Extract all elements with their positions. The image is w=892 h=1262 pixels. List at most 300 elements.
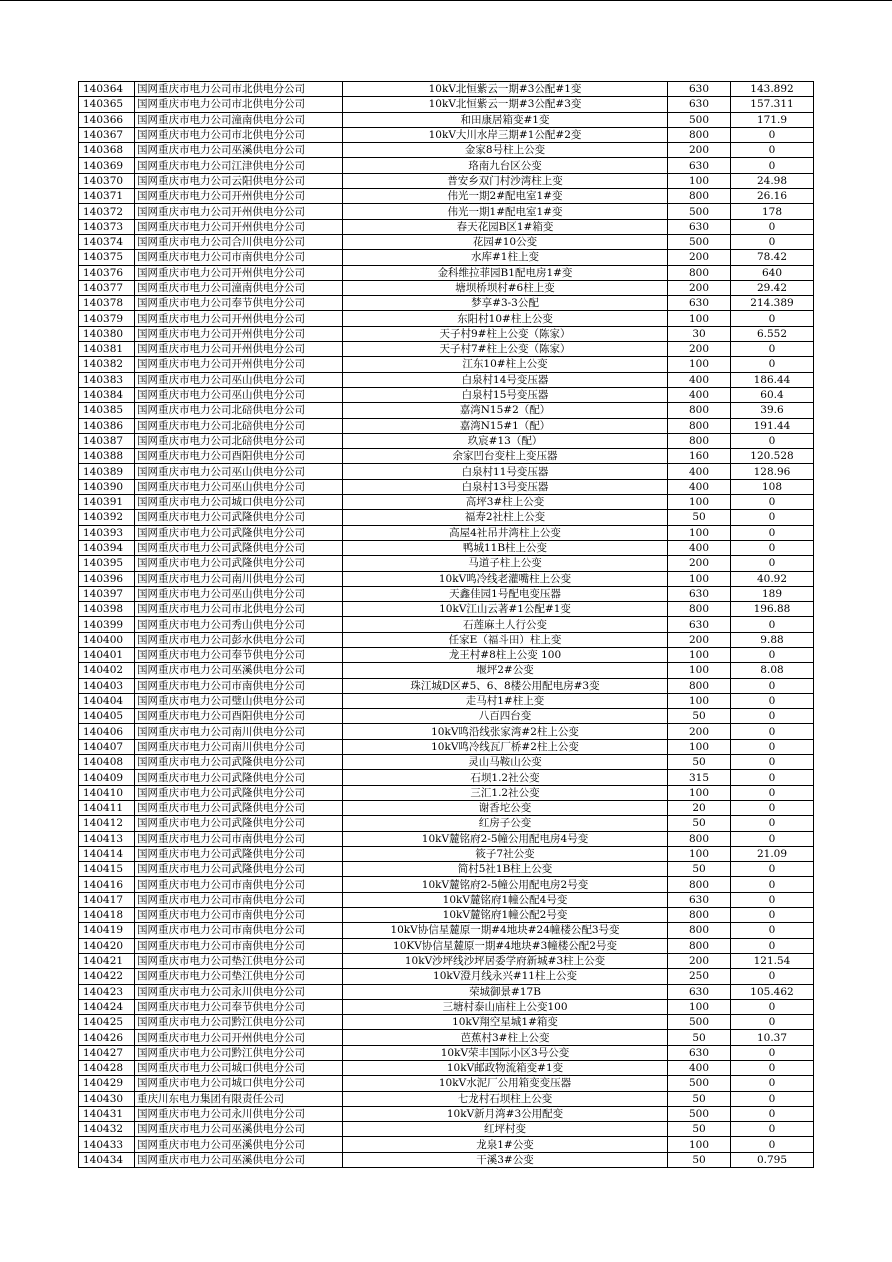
row-id: 140372 [79,204,135,219]
table-row [79,158,814,173]
table-row [79,403,814,418]
row-id: 140417 [79,892,135,907]
transformer-name: 干溪3#公变 [343,1152,668,1167]
transformer-name: 10kV北恒紫云一期#3公配#3变 [343,97,668,112]
capacity: 100 [668,846,731,861]
row-id: 140416 [79,877,135,892]
row-id: 140409 [79,770,135,785]
table-row [79,923,814,938]
table-row [79,770,814,785]
value: 0 [731,862,814,877]
row-id: 140422 [79,969,135,984]
value: 0 [731,877,814,892]
value: 0 [731,311,814,326]
transformer-name: 10kV鸣沿线张家湾#2柱上公变 [343,724,668,739]
company-name: 国网重庆市电力公司巫溪供电分公司 [135,1152,343,1167]
capacity: 100 [668,311,731,326]
transformer-name: 走马村1#柱上变 [343,693,668,708]
capacity: 100 [668,693,731,708]
value: 39.6 [731,403,814,418]
row-id: 140433 [79,1137,135,1152]
table-row [79,1137,814,1152]
company-name: 国网重庆市电力公司市北供电分公司 [135,127,343,142]
company-name: 国网重庆市电力公司巫溪供电分公司 [135,143,343,158]
value: 10.37 [731,1030,814,1045]
row-id: 140420 [79,938,135,953]
row-id: 140387 [79,433,135,448]
capacity: 200 [668,556,731,571]
transformer-name: 珠江城D区#5、6、8楼公用配电房#3变 [343,678,668,693]
capacity: 100 [668,173,731,188]
transformer-name: 红房子公变 [343,816,668,831]
company-name: 国网重庆市电力公司开州供电分公司 [135,265,343,280]
table-row [79,984,814,999]
row-id: 140400 [79,632,135,647]
row-id: 140425 [79,1015,135,1030]
capacity: 200 [668,724,731,739]
transformer-name: 江东10#柱上公变 [343,357,668,372]
table-row [79,357,814,372]
value: 178 [731,204,814,219]
capacity: 630 [668,586,731,601]
capacity: 30 [668,326,731,341]
row-id: 140394 [79,540,135,555]
table-row [79,250,814,265]
capacity: 800 [668,908,731,923]
transformer-name: 10kV麓铭府1幢公配4号变 [343,892,668,907]
value: 0 [731,1061,814,1076]
table-row [79,892,814,907]
table-row [79,969,814,984]
capacity: 100 [668,663,731,678]
row-id: 140392 [79,510,135,525]
value: 108 [731,479,814,494]
row-id: 140399 [79,617,135,632]
capacity: 800 [668,189,731,204]
company-name: 国网重庆市电力公司市南供电分公司 [135,892,343,907]
transformer-name: 10kV鸣冷线老灌嘴柱上公变 [343,571,668,586]
capacity: 50 [668,1091,731,1106]
table-row [79,571,814,586]
value: 0 [731,678,814,693]
table-row [79,464,814,479]
company-name: 国网重庆市电力公司潼南供电分公司 [135,280,343,295]
value: 0 [731,556,814,571]
table-body [79,82,814,1168]
value: 171.9 [731,112,814,127]
transformer-name: 塘坝桥坝村#6柱上变 [343,280,668,295]
value: 0 [731,999,814,1014]
table-row [79,204,814,219]
row-id: 140386 [79,418,135,433]
value: 196.88 [731,602,814,617]
capacity: 100 [668,571,731,586]
transformer-name: 梦享#3-3公配 [343,296,668,311]
value: 0 [731,892,814,907]
capacity: 800 [668,403,731,418]
table-row [79,540,814,555]
row-id: 140415 [79,862,135,877]
transformer-name: 红坪村变 [343,1122,668,1137]
transformer-name: 东阳村10#柱上公变 [343,311,668,326]
value: 0 [731,1106,814,1121]
value: 157.311 [731,97,814,112]
row-id: 140419 [79,923,135,938]
company-name: 国网重庆市电力公司永川供电分公司 [135,984,343,999]
transformer-name: 水库#1柱上变 [343,250,668,265]
value: 0 [731,357,814,372]
company-name: 国网重庆市电力公司南川供电分公司 [135,739,343,754]
table-row [79,495,814,510]
table-row [79,265,814,280]
row-id: 140390 [79,479,135,494]
table-row [79,938,814,953]
value: 0 [731,433,814,448]
company-name: 国网重庆市电力公司巫溪供电分公司 [135,663,343,678]
capacity: 200 [668,632,731,647]
transformer-name: 10kV水泥厂公用箱变变压器 [343,1076,668,1091]
data-table [78,81,814,1168]
row-id: 140396 [79,571,135,586]
row-id: 140365 [79,97,135,112]
transformer-name: 10kV协信星麓原一期#4地块#24幢楼公配3号变 [343,923,668,938]
row-id: 140391 [79,495,135,510]
company-name: 国网重庆市电力公司秀山供电分公司 [135,617,343,632]
company-name: 国网重庆市电力公司垫江供电分公司 [135,953,343,968]
value: 0 [731,709,814,724]
value: 24.98 [731,173,814,188]
table-row [79,999,814,1014]
row-id: 140432 [79,1122,135,1137]
table-row [79,862,814,877]
table-row [79,1076,814,1091]
value: 78.42 [731,250,814,265]
transformer-name: 简村5社1B柱上公变 [343,862,668,877]
table-row [79,693,814,708]
capacity: 630 [668,617,731,632]
transformer-name: 马道子柱上公变 [343,556,668,571]
row-id: 140429 [79,1076,135,1091]
value: 0 [731,1137,814,1152]
company-name: 国网重庆市电力公司南川供电分公司 [135,571,343,586]
capacity: 800 [668,433,731,448]
capacity: 400 [668,540,731,555]
company-name: 重庆川东电力集团有限责任公司 [135,1091,343,1106]
table-row [79,1045,814,1060]
table-row [79,189,814,204]
capacity: 500 [668,1015,731,1030]
company-name: 国网重庆市电力公司北碚供电分公司 [135,433,343,448]
transformer-name: 三塘村泰山庙柱上公变100 [343,999,668,1014]
table-row [79,97,814,112]
row-id: 140370 [79,173,135,188]
company-name: 国网重庆市电力公司合川供电分公司 [135,234,343,249]
capacity: 50 [668,1030,731,1045]
company-name: 国网重庆市电力公司开州供电分公司 [135,219,343,234]
value: 214.389 [731,296,814,311]
table-row [79,846,814,861]
transformer-name: 高屋4社吊井湾柱上公变 [343,525,668,540]
transformer-name: 10kV翔空星城1#箱变 [343,1015,668,1030]
capacity: 800 [668,265,731,280]
top-rule [0,0,892,1]
company-name: 国网重庆市电力公司市南供电分公司 [135,908,343,923]
table-row [79,326,814,341]
company-name: 国网重庆市电力公司城口供电分公司 [135,1076,343,1091]
table-row [79,724,814,739]
transformer-name: 10kV江山云著#1公配#1变 [343,602,668,617]
value: 640 [731,265,814,280]
capacity: 800 [668,923,731,938]
table-row [79,479,814,494]
table-row [79,127,814,142]
company-name: 国网重庆市电力公司武隆供电分公司 [135,540,343,555]
capacity: 500 [668,204,731,219]
value: 0 [731,923,814,938]
table-row [79,663,814,678]
transformer-name: 花园#10公变 [343,234,668,249]
company-name: 国网重庆市电力公司开州供电分公司 [135,311,343,326]
capacity: 800 [668,602,731,617]
value: 121.54 [731,953,814,968]
company-name: 国网重庆市电力公司市南供电分公司 [135,250,343,265]
table-row [79,143,814,158]
table-row [79,831,814,846]
transformer-name: 嘉湾N15#2（配） [343,403,668,418]
table-row [79,709,814,724]
capacity: 50 [668,510,731,525]
transformer-name: 春天花园B区1#箱变 [343,219,668,234]
row-id: 140393 [79,525,135,540]
capacity: 100 [668,785,731,800]
value: 128.96 [731,464,814,479]
transformer-name: 任家E（福斗田）柱上变 [343,632,668,647]
value: 26.16 [731,189,814,204]
row-id: 140410 [79,785,135,800]
row-id: 140382 [79,357,135,372]
company-name: 国网重庆市电力公司酉阳供电分公司 [135,709,343,724]
row-id: 140371 [79,189,135,204]
capacity: 630 [668,97,731,112]
transformer-name: 10KV协信星麓原一期#4地块#3幢楼公配2号变 [343,938,668,953]
capacity: 100 [668,647,731,662]
row-id: 140413 [79,831,135,846]
value: 191.44 [731,418,814,433]
transformer-name: 10kV北恒紫云一期#3公配#1变 [343,82,668,97]
transformer-name: 堰坪2#公变 [343,663,668,678]
company-name: 国网重庆市电力公司武隆供电分公司 [135,556,343,571]
row-id: 140383 [79,372,135,387]
capacity: 400 [668,464,731,479]
transformer-name: 10kV鸣冷线瓦厂桥#2柱上公变 [343,739,668,754]
capacity: 100 [668,739,731,754]
row-id: 140405 [79,709,135,724]
company-name: 国网重庆市电力公司市南供电分公司 [135,678,343,693]
company-name: 国网重庆市电力公司市南供电分公司 [135,831,343,846]
table-row [79,525,814,540]
value: 60.4 [731,387,814,402]
transformer-name: 天子村7#柱上公变（陈家） [343,342,668,357]
capacity: 500 [668,112,731,127]
table-row [79,418,814,433]
table-row [79,632,814,647]
table-row [79,678,814,693]
row-id: 140403 [79,678,135,693]
row-id: 140434 [79,1152,135,1167]
capacity: 20 [668,800,731,815]
table-row [79,586,814,601]
table-row [79,1015,814,1030]
company-name: 国网重庆市电力公司武隆供电分公司 [135,785,343,800]
row-id: 140373 [79,219,135,234]
capacity: 800 [668,877,731,892]
row-id: 140376 [79,265,135,280]
table-row [79,1122,814,1137]
value: 0 [731,525,814,540]
company-name: 国网重庆市电力公司巫山供电分公司 [135,372,343,387]
company-name: 国网重庆市电力公司开州供电分公司 [135,1030,343,1045]
transformer-name: 筱子7社公变 [343,846,668,861]
row-id: 140384 [79,387,135,402]
capacity: 800 [668,831,731,846]
transformer-name: 福寿2社柱上公变 [343,510,668,525]
value: 0 [731,510,814,525]
capacity: 50 [668,816,731,831]
row-id: 140401 [79,647,135,662]
capacity: 630 [668,82,731,97]
transformer-name: 七龙村石坝柱上公变 [343,1091,668,1106]
company-name: 国网重庆市电力公司武隆供电分公司 [135,525,343,540]
value: 0 [731,770,814,785]
row-id: 140426 [79,1030,135,1045]
capacity: 100 [668,357,731,372]
capacity: 200 [668,250,731,265]
row-id: 140427 [79,1045,135,1060]
row-id: 140377 [79,280,135,295]
value: 0 [731,617,814,632]
value: 0 [731,495,814,510]
row-id: 140404 [79,693,135,708]
value: 0 [731,540,814,555]
capacity: 200 [668,143,731,158]
company-name: 国网重庆市电力公司开州供电分公司 [135,189,343,204]
transformer-name: 玖宸#13（配） [343,433,668,448]
value: 0 [731,127,814,142]
row-id: 140379 [79,311,135,326]
value: 0 [731,739,814,754]
capacity: 500 [668,234,731,249]
capacity: 100 [668,999,731,1014]
table-row [79,1106,814,1121]
transformer-name: 鸭城11B柱上公变 [343,540,668,555]
company-name: 国网重庆市电力公司北碚供电分公司 [135,418,343,433]
capacity: 160 [668,449,731,464]
capacity: 400 [668,479,731,494]
row-id: 140389 [79,464,135,479]
transformer-name: 10kV澄月线永兴#11柱上公变 [343,969,668,984]
table-row [79,602,814,617]
value: 105.462 [731,984,814,999]
row-id: 140423 [79,984,135,999]
capacity: 800 [668,938,731,953]
capacity: 630 [668,892,731,907]
row-id: 140428 [79,1061,135,1076]
transformer-name: 10kV荣丰国际小区3号公变 [343,1045,668,1060]
company-name: 国网重庆市电力公司黔江供电分公司 [135,1015,343,1030]
company-name: 国网重庆市电力公司武隆供电分公司 [135,510,343,525]
table-row [79,800,814,815]
row-id: 140402 [79,663,135,678]
table-row [79,755,814,770]
row-id: 140407 [79,739,135,754]
row-id: 140374 [79,234,135,249]
company-name: 国网重庆市电力公司南川供电分公司 [135,724,343,739]
capacity: 200 [668,953,731,968]
transformer-name: 10kV邮政物流箱变#1变 [343,1061,668,1076]
table-row [79,1061,814,1076]
capacity: 200 [668,280,731,295]
table-row [79,173,814,188]
capacity: 100 [668,1137,731,1152]
transformer-name: 10kV麓铭府2-5幢公用配电房2号变 [343,877,668,892]
transformer-name: 珞南九台区公变 [343,158,668,173]
row-id: 140385 [79,403,135,418]
table-row [79,1152,814,1167]
value: 0 [731,693,814,708]
company-name: 国网重庆市电力公司城口供电分公司 [135,1061,343,1076]
table-row [79,112,814,127]
company-name: 国网重庆市电力公司璧山供电分公司 [135,693,343,708]
value: 186.44 [731,372,814,387]
value: 189 [731,586,814,601]
company-name: 国网重庆市电力公司开州供电分公司 [135,357,343,372]
transformer-name: 灵山马鞍山公变 [343,755,668,770]
capacity: 500 [668,1106,731,1121]
row-id: 140430 [79,1091,135,1106]
value: 0 [731,1091,814,1106]
value: 9.88 [731,632,814,647]
value: 0 [731,785,814,800]
capacity: 800 [668,127,731,142]
table-row [79,816,814,831]
table-row [79,1091,814,1106]
capacity: 800 [668,678,731,693]
transformer-name: 金家8号柱上公变 [343,143,668,158]
value: 29.42 [731,280,814,295]
table-row [79,1030,814,1045]
company-name: 国网重庆市电力公司巫山供电分公司 [135,464,343,479]
row-id: 140375 [79,250,135,265]
transformer-name: 10kV大川水岸三期#1公配#2变 [343,127,668,142]
transformer-name: 余家凹台变柱上变压器 [343,449,668,464]
company-name: 国网重庆市电力公司城口供电分公司 [135,495,343,510]
table-row [79,617,814,632]
table-row [79,311,814,326]
transformer-name: 八百四台变 [343,709,668,724]
value: 0 [731,938,814,953]
row-id: 140424 [79,999,135,1014]
table-row [79,510,814,525]
company-name: 国网重庆市电力公司奉节供电分公司 [135,999,343,1014]
row-id: 140421 [79,953,135,968]
company-name: 国网重庆市电力公司开州供电分公司 [135,342,343,357]
row-id: 140411 [79,800,135,815]
capacity: 315 [668,770,731,785]
capacity: 50 [668,862,731,877]
value: 0 [731,1122,814,1137]
row-id: 140414 [79,846,135,861]
transformer-name: 10kV新月湾#3公用配变 [343,1106,668,1121]
